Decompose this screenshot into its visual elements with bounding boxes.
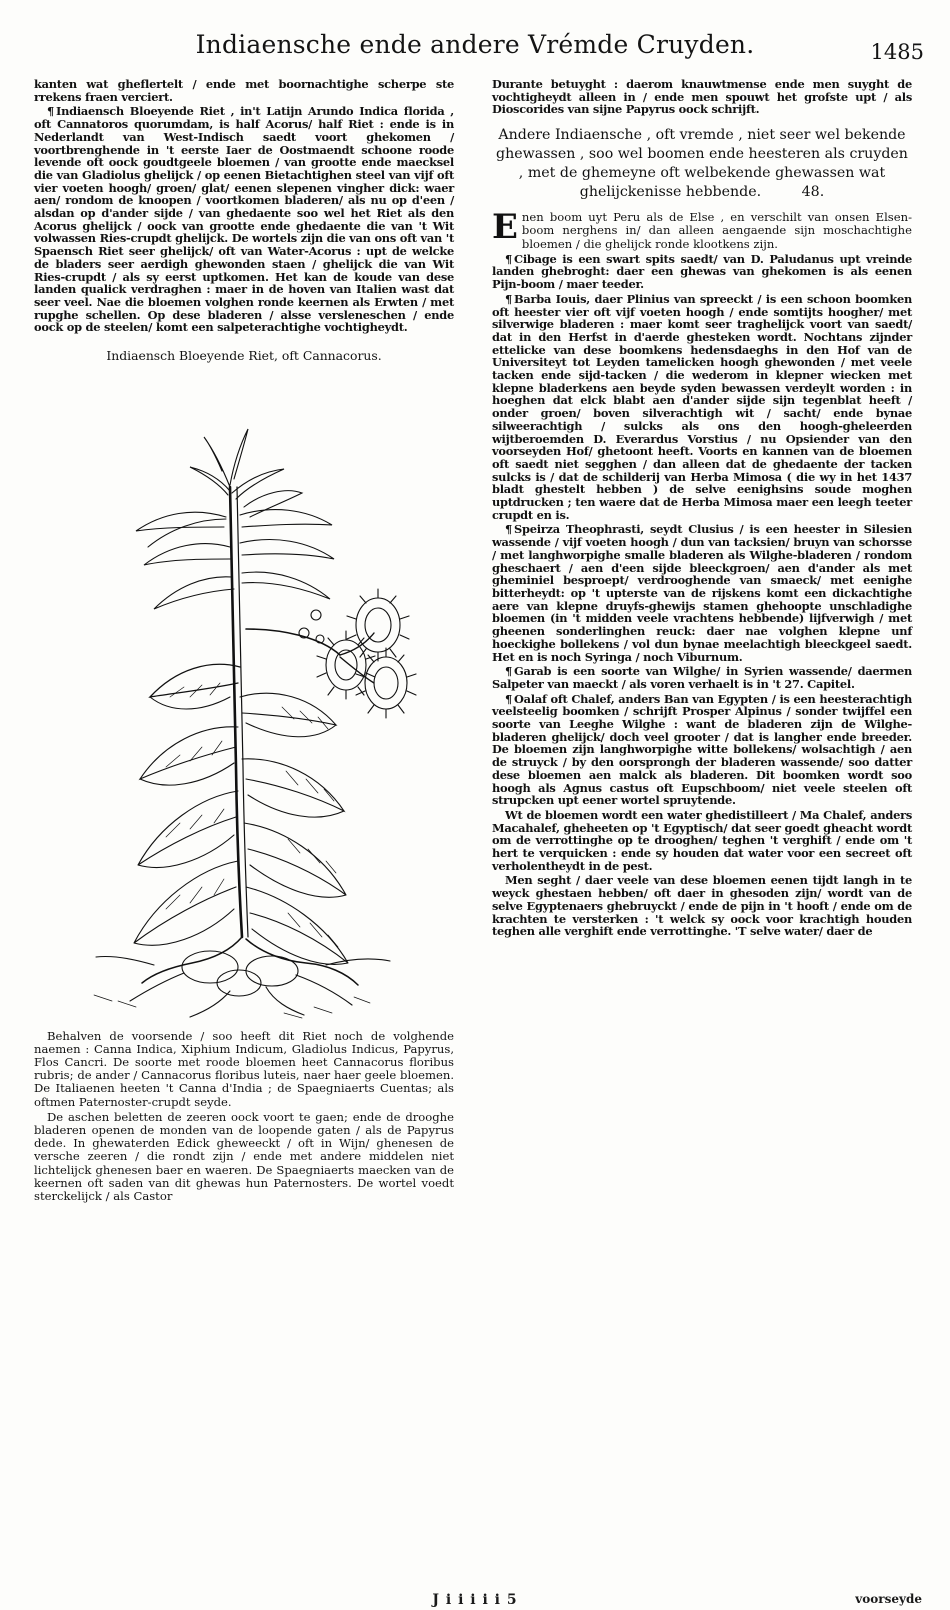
paragraph-distilled-water-2: Men seght / daer veele van dese bloemen eenen tijdt langh in te weyck ghestaen hebben/ oft daer in ghesoden zijn/ wordt van de selve Egyptenaers ghebruyckt / ende de pijn in 't hooft / ende om de krachten te versterken : 't welck sy oock voor krachtigh houden teghen alle verghift ende verrottinghe. 'T selve water/ daer de bbox=[492, 873, 912, 939]
paragraph-speirza bbox=[492, 523, 912, 663]
paragraph-aschen: De aschen beletten de zeeren oock voort te gaen; ende de drooghe bladeren openen de monden van de loopende gaten / als de Papyrus dede. In ghewaterden Edick gheweeckt / oft in Wijn/ ghenesen de versche zeeren / die rondt zijn / ende met andere middelen niet lichtelijck ghenesen baer en waeren. De Spaegniaerts maecken van de keernen oft saden van dit ghewas hun Paternosters. De wortel voedt sterckelijck / als Castor bbox=[34, 1109, 454, 1204]
paragraph-peru-text: nen boom uyt Peru als de Else , en verschilt van onsen Elsen-boom nerghens in/ dan alleen aengaende sijn moschachtighe bloemen / die ghelijck ronde klootkens zijn. bbox=[521, 210, 912, 251]
paragraph-distilled-water: Wt de bloemen wordt een water ghedistilleert / Ma Chalef, anders Macahalef, gheheeten op 't Egyptisch/ dat seer goedt gheacht wordt om de verrottinghe op te drooghen/ teghen 't verghift / ende om 't hert te verquicken : ende sy houden dat water voor een secreet oft verholentheydt in de pest. bbox=[492, 807, 912, 873]
paragraph-riet-text: Indiaensch Bloeyende Riet , in't Latijn Arundo Indica florida , oft Cannatoros quorumdam, is half Acorus/ half Riet : ende is in Nederlandt van West-Indisch saedt voort ghekomen / voortbrenghende in 't eerste Iaer de Oostmaendt schoone roode levende oft oock goudtgeele bloemen / van grootte ende maecksel die van Gladiolus ghelijck / op eenen Bietachtighen steel van vijf oft vier voeten hoogh/ groen/ glat/ eenen slepenen vingher dick: waer aen/ rondom de knoopen / voortkomen bladeren/ als nu op d'een / alsdan op d'ander sijde / van ghedaente soo wel het Riet als den Acorus ghelijck / oock van grootte ende ghedaente die van 't Wit volwassen Ries-crupdt ghelijck. De wortels zijn die van ons oft van 't Spaensch Riet seer ghelijck/ oft van Water-Acorus : upt de welcke de bladers seer aerdigh ghewonden staen / ghelijck die van Wit Ries-crupdt / als sy eerst uptkomen. Het kan de koude van dese landen qualick verdraghen : maer in de hoven van Italien wast dat seer veel. Nae die bloemen volghen ronde keernen als Erwten / met rupghe schellen. Op dese bladeren / alsse versleneschen / ende oock op de steelen/ komt een salpeterachtighe vochtigheydt. bbox=[34, 104, 454, 335]
catchword: voorseyde bbox=[855, 1592, 922, 1606]
botanical-woodcut-cannacorus bbox=[34, 367, 454, 1022]
paragraph-barba-iovis bbox=[492, 293, 912, 522]
page-header bbox=[0, 30, 950, 70]
paragraph-oalaf-chalef bbox=[492, 693, 912, 807]
section-number: 48. bbox=[801, 184, 825, 201]
drop-cap: E bbox=[492, 207, 518, 248]
paragraph-garab-text: Garab is een soorte van Wilghe/ in Syrien wassende/ daermen Salpeter van maeckt / als voren verhaelt is in 't 27. Capitel. bbox=[492, 664, 912, 691]
signature-mark: J i i i i i 5 bbox=[432, 1592, 518, 1608]
folio-number: 1485 bbox=[870, 40, 924, 64]
paragraph-oalaf-chalef-text: Oalaf oft Chalef, anders Ban van Egypten / is een heesterachtigh veelsteelig boomken / schrijft Prosper Alpinus / sonder twijffel een soorte van Leeghe Wilghe : want de bladeren zijn de Wilghe-bladeren ghelijck/ doch veel grooter / dat is langher ende breeder. De bloemen zijn langhworpighe witte bollekens/ wolsachtigh / aen de struyck / by den oorsprongh der bladeren wassende/ soo datter dese bloemen aen malck als bladeren. Dit boomken wordt soo hoogh als Agnus castus oft Eupschboom/ niet veele steelen oft strupcken upt eener wortel spruytende. bbox=[492, 691, 912, 808]
left-column bbox=[34, 78, 454, 1205]
figure-caption: Indiaensch Bloeyende Riet, oft Cannacorus. bbox=[106, 348, 382, 364]
paragraph-barba-iovis-text: Barba Iouis, daer Plinius van spreeckt / is een schoon boomken oft heester vier oft vijf voeten hoogh / ende somtijts hoogher/ met silverwige bladeren : maer komt seer traghelijck voort van saedt/ dat in den Herfst in d'aerde ghesteken wordt. Nochtans zijnder ettelicke van dese boomkens hedensdaeghs in den Hof van de Universiteyt tot Leyden tamelicken hoogh ghewonden / met veele tacken ende sijd-tacken / die wederom in klepner wiecken met klepne bladerkens aen beyde syden bewassen verdeylt worden : in hoeghen dat elck blabt aen d'ander sijde sijn tegenblat heeft / onder groen/ boven silverachtigh wit / sacht/ ende bynae silweerachtigh / sulcks als ons den hoogh-gheleerden wijtberoemden D. Everardus Vorstius / nu Opsiender van den voorseyden Hof/ ghetoont heeft. Voorts en kannen van de bloemen oft saedt niet segghen / dan alleen dat de ghedaente der tacken sulcks is / dat de schilderij van Herba Mimosa ( die wy in het 1437 bladt ghestelt hebben ) de selve eenighsins soude moghen uptdrucken ; ten waere dat de Herba Mimosa maer een leegh teeter crupdt en is. bbox=[492, 291, 912, 522]
right-column bbox=[492, 78, 912, 940]
paragraph-durante: Durante betuyght : daerom knauwtmense ende men suyght de vochtigheydt alleen in / ende men spouwt het grofste upt / als Dioscorides van sijne Papyrus oock schrijft. bbox=[492, 77, 912, 117]
paragraph-cibage bbox=[492, 253, 912, 291]
pilcrow-icon: ¶ bbox=[505, 522, 512, 537]
pilcrow-icon: ¶ bbox=[47, 104, 54, 119]
paragraph-behalven: Behalven de voorsende / soo heeft dit Riet noch de volghende naemen : Canna Indica, Xiphium Indicum, Gladiolus Indicus, Papyrus, Flos Cancri. De soorte met roode bloemen heet Cannacorus floribus rubris; de ander / Cannacorus floribus luteis, naer haer geele bloemen. De Italiaenen heeten 't Canna d'India ; de Spaegniaerts Cuentas; als oftmen Paternoster-crupdt seyde. bbox=[34, 1028, 454, 1109]
pilcrow-icon: ¶ bbox=[505, 251, 512, 266]
paragraph-speirza-text: Speirza Theophrasti, seydt Clusius / is een heester in Silesien wassende / vijf voeten hoogh / dun van tacksien/ bruyn van schorsse / met langhworpighe smalle bladeren als Wilghe-bladeren / rondom gheschaert / aen d'een sijde bleeckgroen/ aen d'ander als met gheminiel besproept/ verdrooghende van smaeck/ met eenighe bitterheydt: op 't upterste van de rijskens komt een dickachtighe aere van klepne druyfs-ghewijs stamen ghehoopte unschladighe bloemen (in 't midden veele vrachtens hebbende) lijfverwigh / met gheenen sonderlinghen reuck: daer nae volghen klepne unf hoeckighe bollekens / vol dun bynae meelachtigh bleeckgeel saedt. Het en is noch Syringa / noch Viburnum. bbox=[492, 522, 912, 664]
section-heading-text: Andere Indiaensche , oft vremde , niet seer wel bekende ghewassen , soo wel boomen ende heesteren als cruyden , met de ghemeyne oft welbekende ghewassen wat ghelijckenisse hebbende. bbox=[496, 127, 908, 201]
pilcrow-icon: ¶ bbox=[505, 691, 512, 706]
pilcrow-icon: ¶ bbox=[505, 291, 512, 306]
paragraph-cibage-text: Cibage is een swart spits saedt/ van D. Paludanus upt vreinde landen ghebroght: daer een ghewas van ghekomen is als eenen Pijn-boom / maer teeder. bbox=[492, 251, 912, 292]
pilcrow-icon: ¶ bbox=[505, 664, 512, 679]
section-heading bbox=[492, 126, 912, 202]
running-title: Indiaensche ende andere Vrémde Cruyden. bbox=[195, 30, 755, 59]
paragraph-continuation: kanten wat gheflertelt / ende met boornachtighe scherpe ste rrekens fraen verciert. bbox=[34, 77, 454, 104]
paragraph-garab bbox=[492, 665, 912, 690]
paragraph-peru bbox=[492, 207, 912, 251]
paragraph-riet bbox=[34, 105, 454, 334]
